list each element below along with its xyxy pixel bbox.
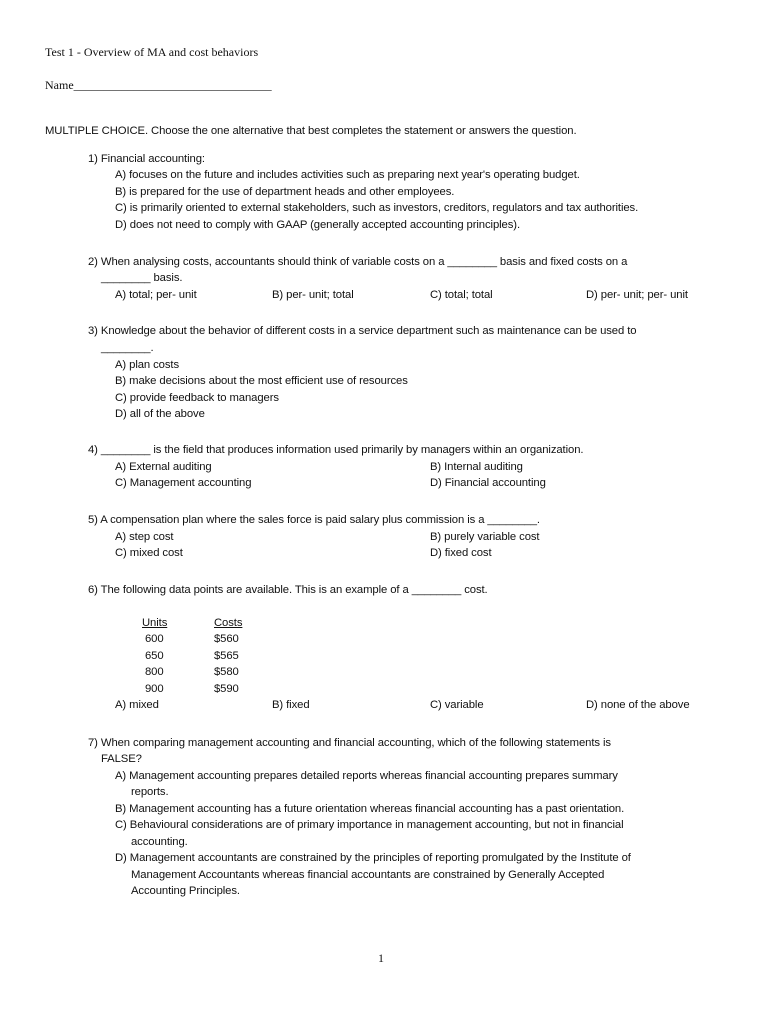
- option-b: B) is prepared for the use of department heads and other employees.: [115, 186, 455, 198]
- table-cell-costs: $590: [214, 683, 239, 695]
- table-cell-units: 600: [145, 633, 164, 645]
- table-cell-units: 650: [145, 650, 164, 662]
- option-c: C) provide feedback to managers: [115, 392, 279, 404]
- document-title: Test 1 - Overview of MA and cost behaviors: [45, 45, 259, 59]
- option-a: A) total; per- unit: [115, 289, 197, 301]
- option-a-continued: reports.: [131, 786, 169, 798]
- question-stem: 6) The following data points are available. This is an example of a ________ cost.: [88, 584, 488, 596]
- page-number: 1: [378, 951, 384, 965]
- option-b: B) Management accounting has a future orientation whereas financial accounting has a past orientation.: [115, 803, 625, 815]
- table-cell-units: 800: [145, 666, 164, 678]
- option-c: C) Management accounting: [115, 477, 252, 489]
- option-d: D) per- unit; per- unit: [586, 289, 688, 301]
- option-c: C) mixed cost: [115, 547, 183, 559]
- table-cell-costs: $560: [214, 633, 239, 645]
- option-d: D) does not need to comply with GAAP (generally accepted accounting principles).: [115, 219, 520, 231]
- option-a: A) Management accounting prepares detailed reports whereas financial accounting prepares summary: [115, 770, 618, 782]
- name-line: Name_________________________________: [45, 78, 272, 92]
- option-d: D) Management accountants are constrained by the principles of reporting promulgated by the Institute of: [115, 852, 631, 864]
- question-stem: 5) A compensation plan where the sales force is paid salary plus commission is a ________.: [88, 514, 540, 526]
- option-a: A) mixed: [115, 699, 159, 711]
- option-c: C) Behavioural considerations are of primary importance in management accounting, but not in financial: [115, 819, 624, 831]
- question-stem: 1) Financial accounting:: [88, 153, 205, 165]
- table-header-costs: Costs: [214, 617, 243, 629]
- option-b: B) Internal auditing: [430, 461, 523, 473]
- option-b: B) purely variable cost: [430, 531, 540, 543]
- option-a: A) plan costs: [115, 359, 179, 371]
- option-d-continued: Accounting Principles.: [131, 885, 240, 897]
- option-b: B) make decisions about the most efficient use of resources: [115, 375, 408, 387]
- option-c: C) variable: [430, 699, 484, 711]
- option-d: D) none of the above: [586, 699, 690, 711]
- option-b: B) per- unit; total: [272, 289, 354, 301]
- question-stem-continued: FALSE?: [101, 753, 142, 765]
- instructions: MULTIPLE CHOICE. Choose the one alternative that best completes the statement or answers the question.: [45, 125, 577, 137]
- question-stem: 4) ________ is the field that produces information used primarily by managers within an organization.: [88, 444, 584, 456]
- question-stem: 2) When analysing costs, accountants should think of variable costs on a ________ basis and fixed costs on a: [88, 256, 628, 268]
- option-d-continued: Management Accountants whereas financial accountants are constrained by Generally Accepted: [131, 869, 605, 881]
- table-cell-units: 900: [145, 683, 164, 695]
- option-c: C) is primarily oriented to external stakeholders, such as investors, creditors, regulators and tax authorities.: [115, 202, 639, 214]
- option-d: D) all of the above: [115, 408, 205, 420]
- question-stem: 3) Knowledge about the behavior of different costs in a service department such as maintenance can be used to: [88, 325, 637, 337]
- question-stem-continued: ________ basis.: [101, 272, 183, 284]
- option-c-continued: accounting.: [131, 836, 188, 848]
- option-a: A) External auditing: [115, 461, 212, 473]
- option-a: A) focuses on the future and includes activities such as preparing next year's operating budget.: [115, 169, 580, 181]
- option-a: A) step cost: [115, 531, 174, 543]
- table-cell-costs: $580: [214, 666, 239, 678]
- table-header-units: Units: [142, 617, 168, 629]
- option-d: D) fixed cost: [430, 547, 492, 559]
- question-stem: 7) When comparing management accounting and financial accounting, which of the following statements is: [88, 737, 611, 749]
- option-c: C) total; total: [430, 289, 493, 301]
- table-cell-costs: $565: [214, 650, 239, 662]
- question-stem-continued: ________.: [101, 342, 154, 354]
- option-b: B) fixed: [272, 699, 310, 711]
- option-d: D) Financial accounting: [430, 477, 546, 489]
